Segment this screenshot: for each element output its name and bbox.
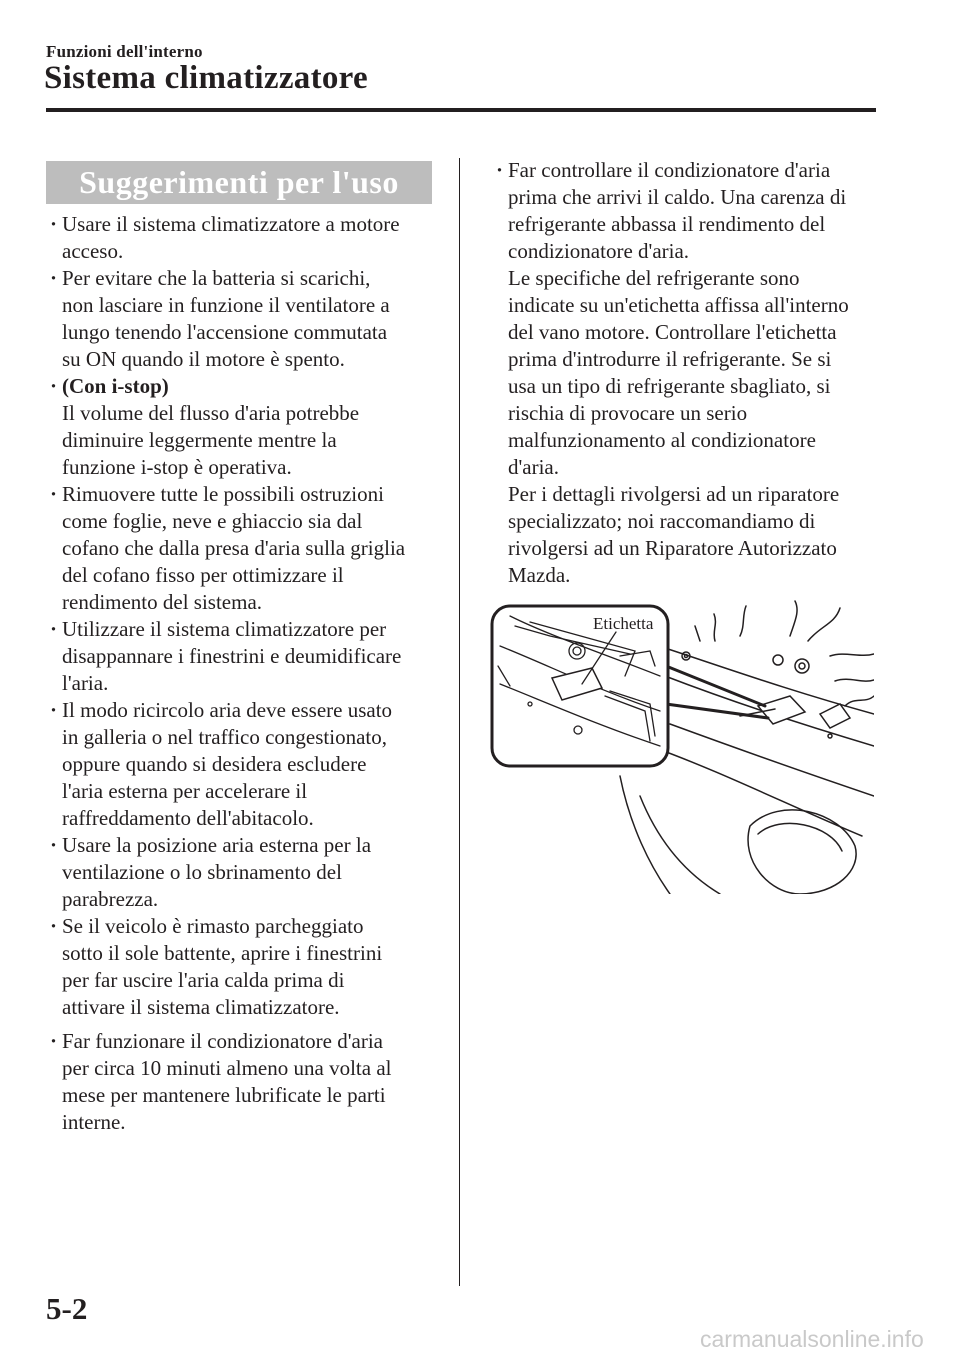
zoom-leader-top (666, 666, 765, 706)
watermark: carmanualsonline.info (700, 1326, 924, 1352)
text-line: Utilizzare il sistema climatizzatore per (62, 617, 387, 641)
text-line: Mazda. (508, 563, 571, 587)
text-line: disappannare i finestrini e deumidificare (62, 644, 402, 668)
text-line: indicate su un'etichetta affissa all'interno (508, 293, 849, 317)
bullet-icon: · (50, 698, 58, 722)
text-line: Le specifiche del refrigerante sono (508, 266, 800, 290)
section-title: Sistema climatizzatore (44, 60, 368, 96)
text-line: prima d'introdurre il refrigerante. Se si (508, 347, 832, 371)
text-line: refrigerante abbassa il rendimento del (508, 212, 826, 236)
bullet-icon: · (50, 212, 58, 236)
engine-cover-edge (670, 724, 874, 796)
engine-bay-illustration (490, 596, 874, 894)
bullet-icon: · (50, 374, 58, 398)
text-line: in galleria o nel traffico congestionato, (62, 725, 387, 749)
text-line: sotto il sole battente, aprire i finestrini (62, 941, 383, 965)
text-line: Rimuovere tutte le possibili ostruzioni (62, 482, 384, 506)
text-line: condizionatore d'aria. (508, 239, 690, 263)
bolt (773, 655, 783, 665)
list-item (46, 1028, 438, 1136)
text-line: rendimento del sistema. (62, 590, 263, 614)
text-line: Se il veicolo è rimasto parcheggiato (62, 914, 364, 938)
column-divider (459, 158, 460, 1286)
heading-text: Suggerimenti per l'uso (79, 164, 399, 200)
bolt (685, 655, 688, 658)
text-line: del cofano fisso per ottimizzare il (62, 563, 344, 587)
text-line: Per evitare che la batteria si scarichi, (62, 266, 371, 290)
text-line: Il modo ricircolo aria deve essere usato (62, 698, 393, 722)
left-column (46, 211, 438, 1136)
text-line: per circa 10 minuti almeno una volta al (62, 1056, 392, 1080)
text-line: Usare la posizione aria esterna per la (62, 833, 372, 857)
bullet-icon: · (50, 482, 58, 506)
fender-curve (640, 796, 720, 894)
title-rule (46, 108, 876, 112)
text-line: interne. (62, 1110, 126, 1134)
bolt (799, 663, 805, 669)
bullet-icon: · (496, 158, 504, 182)
text-line: diminuire leggermente mentre la (62, 428, 337, 452)
text-line: oppure quando si desidera escludere (62, 752, 367, 776)
zoom-leader-bottom (666, 704, 768, 718)
bullet-icon: · (50, 914, 58, 938)
fender-curve-inner (620, 776, 670, 894)
bolt (795, 659, 809, 673)
section-small-title: Funzioni dell'interno (46, 42, 203, 61)
text-line: usa un tipo di refrigerante sbagliato, si (508, 374, 831, 398)
text-line: l'aria. (62, 671, 109, 695)
text-line: rivolgersi ad un Riparatore Autorizzato (508, 536, 837, 560)
right-column (492, 157, 882, 589)
figure-label-etichetta: Etichetta (593, 614, 654, 633)
text-line: d'aria. (508, 455, 560, 479)
list-item (46, 265, 438, 373)
list-item (46, 481, 438, 616)
text-line: raffreddamento dell'abitacolo. (62, 806, 314, 830)
text-line: Per i dettagli rivolgersi ad un riparatore (508, 482, 840, 506)
text-line: su ON quando il motore è spento. (62, 347, 345, 371)
list-item (46, 832, 438, 913)
heading-box (46, 161, 432, 204)
text-line: Il volume del flusso d'aria potrebbe (62, 401, 360, 425)
text-line: non lasciare in funzione il ventilatore a (62, 293, 390, 317)
page-number: 5-2 (46, 1291, 88, 1326)
text-line: specializzato; noi raccomandiamo di (508, 509, 816, 533)
text-line: parabrezza. (62, 887, 159, 911)
list-item (46, 373, 438, 481)
engine-cover-edge-2 (650, 746, 862, 836)
text-line: rischia di provocare un serio (508, 401, 748, 425)
list-item (46, 616, 438, 697)
bullet-icon: · (50, 1029, 58, 1053)
text-line: del vano motore. Controllare l'etichetta (508, 320, 837, 344)
text-line: per far uscire l'aria calda prima di (62, 968, 345, 992)
text-line: ventilazione o lo sbrinamento del (62, 860, 342, 884)
text-line: funzione i-stop è operativa. (62, 455, 292, 479)
bullet-icon: · (50, 266, 58, 290)
text-line-bold: (Con i-stop) (62, 374, 169, 398)
text-line: mese per mantenere lubrificate le parti (62, 1083, 386, 1107)
bullet-icon: · (50, 617, 58, 641)
text-line: Usare il sistema climatizzatore a motore (62, 212, 400, 236)
text-line: attivare il sistema climatizzatore. (62, 995, 340, 1019)
text-line: cofano che dalla presa d'aria sulla griglia (62, 536, 406, 560)
text-line: lungo tenendo l'accensione commutata (62, 320, 388, 344)
text-line: acceso. (62, 239, 124, 263)
list-item (492, 157, 882, 589)
headlamp-inner (758, 823, 842, 851)
list-item (46, 211, 438, 265)
list-item (46, 697, 438, 832)
text-line: l'aria esterna per accelerare il (62, 779, 308, 803)
list-item (46, 913, 438, 1021)
headlamp-shape (748, 810, 856, 894)
text-line: come foglie, neve e ghiaccio sia dal (62, 509, 363, 533)
text-line: malfunzionamento al condizionatore (508, 428, 816, 452)
text-line: prima che arrivi il caldo. Una carenza di (508, 185, 847, 209)
bolt (828, 734, 832, 738)
label-patch (758, 696, 805, 724)
bullet-icon: · (50, 833, 58, 857)
text-line: Far funzionare il condizionatore d'aria (62, 1029, 383, 1053)
text-line: Far controllare il condizionatore d'aria (508, 158, 831, 182)
